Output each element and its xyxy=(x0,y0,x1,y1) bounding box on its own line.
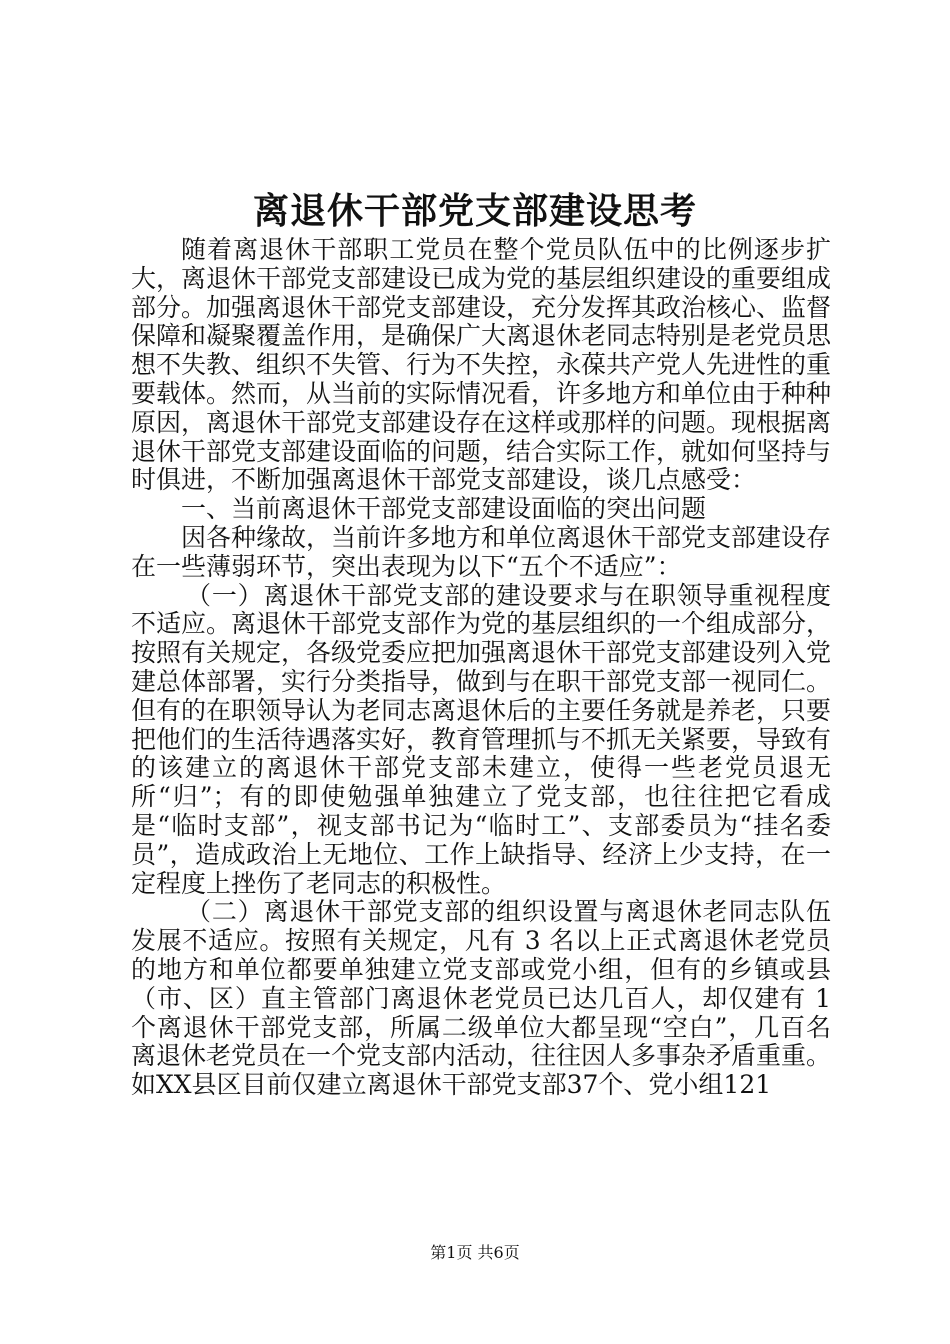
paragraph-section-1-intro: 因各种缘故，当前许多地方和单位离退休干部党支部建设存在一些薄弱环节，突出表现为以下“五个不适应”： xyxy=(131,522,832,581)
document-body xyxy=(131,236,831,1100)
paragraph-subsection-1: （一）离退休干部党支部的建设要求与在职领导重视程度不适应。离退休干部党支部作为党的基层组织的一个组成部分，按照有关规定，各级党委应把加强离退休干部党支部建设列入党建总体部署，实行分类指导，做到与在职干部党支部一视同仁。但有的在职领导认为老同志离退休后的主要任务就是养老，只要把他们的生活待遇落实好，教育管理抓与不抓无关紧要，导致有的该建立的离退休干部党支部未建立，使得一些老党员退无所“归”；有的即使勉强单独建立了党支部，也往往把它看成是“临时支部”，视支部书记为“临时工”、支部委员为“挂名委员”，造成政治上无地位、工作上缺指导、经济上少支持，在一定程度上挫伤了老同志的积极性。 xyxy=(131,580,832,898)
section-heading-1: 一、当前离退休干部党支部建设面临的突出问题 xyxy=(181,494,707,524)
paragraph-subsection-2: （二）离退休干部党支部的组织设置与离退休老同志队伍发展不适应。按照有关规定，凡有 3 名以上正式离退休老党员的地方和单位都要单独建立党支部或党小组，但有的乡镇或县（市、区）直主管部门离退休老党员已达几百人，却仅建有 1 个离退休干部党支部，所属二级单位大都呈现“空白”，几百名离退休老党员在一个党支部内活动，往往因人多事杂矛盾重重。如XX县区目前仅建立离退休干部党支部37个、党小组121 xyxy=(131,897,832,1100)
page-number-footer: 第1页 共6页 xyxy=(430,1243,520,1262)
paragraph-intro: 随着离退休干部职工党员在整个党员队伍中的比例逐步扩大，离退休干部党支部建设已成为党的基层组织建设的重要组成部分。加强离退休干部党支部建设，充分发挥其政治核心、监督保障和凝聚覆盖作用，是确保广大离退休老同志特别是老党员思想不失教、组织不失管、行为不失控，永葆共产党人先进性的重要载体。然而，从当前的实际情况看，许多地方和单位由于种种原因，离退休干部党支部建设存在这样或那样的问题。现根据离退休干部党支部建设面临的问题，结合实际工作，就如何坚持与时俱进，不断加强离退休干部党支部建设，谈几点感受： xyxy=(131,235,832,495)
document-title: 离退休干部党支部建设思考 xyxy=(252,190,697,232)
